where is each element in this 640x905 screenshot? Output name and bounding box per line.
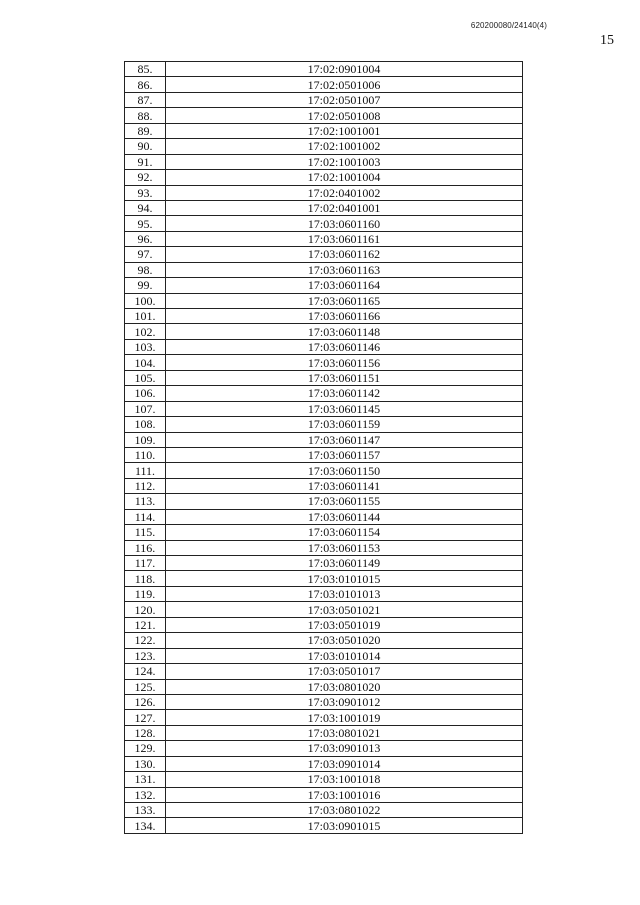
- row-number: 125.: [125, 679, 166, 694]
- cadastral-code: 17:03:1001019: [166, 710, 523, 725]
- cadastral-code: 17:03:0101014: [166, 648, 523, 663]
- table-row: [125, 540, 523, 555]
- cadastral-code: 17:03:0601148: [166, 324, 523, 339]
- table-row: [125, 108, 523, 123]
- row-number: 114.: [125, 509, 166, 524]
- cadastral-code: 17:03:0601161: [166, 231, 523, 246]
- row-number: 124.: [125, 664, 166, 679]
- row-number: 87.: [125, 92, 166, 107]
- row-number: 106.: [125, 386, 166, 401]
- table-row: [125, 324, 523, 339]
- row-number: 107.: [125, 401, 166, 416]
- cadastral-code: 17:03:0501017: [166, 664, 523, 679]
- cadastral-code: 17:03:0601159: [166, 417, 523, 432]
- cadastral-code: 17:03:0801022: [166, 803, 523, 818]
- cadastral-code: 17:03:0501020: [166, 633, 523, 648]
- cadastral-code: 17:03:0601142: [166, 386, 523, 401]
- table-row: [125, 571, 523, 586]
- row-number: 129.: [125, 741, 166, 756]
- row-number: 115.: [125, 525, 166, 540]
- row-number: 105.: [125, 370, 166, 385]
- cadastral-code: 17:03:0901013: [166, 741, 523, 756]
- table-row: [125, 62, 523, 77]
- page-number: 15: [600, 33, 614, 48]
- table-row: [125, 231, 523, 246]
- table-row: [125, 602, 523, 617]
- table-row: [125, 648, 523, 663]
- cadastral-number-table: [124, 61, 523, 834]
- cadastral-code: 17:03:0601163: [166, 262, 523, 277]
- row-number: 88.: [125, 108, 166, 123]
- cadastral-code: 17:03:0601165: [166, 293, 523, 308]
- cadastral-code: 17:03:0601151: [166, 370, 523, 385]
- table-row: [125, 92, 523, 107]
- cadastral-code: 17:03:0601145: [166, 401, 523, 416]
- cadastral-code: 17:03:0601154: [166, 525, 523, 540]
- cadastral-code: 17:03:0801020: [166, 679, 523, 694]
- row-number: 99.: [125, 278, 166, 293]
- row-number: 117.: [125, 556, 166, 571]
- table-row: [125, 803, 523, 818]
- table-row: [125, 633, 523, 648]
- cadastral-code: 17:03:0601150: [166, 463, 523, 478]
- cadastral-code: 17:02:1001002: [166, 139, 523, 154]
- cadastral-code: 17:03:0501021: [166, 602, 523, 617]
- row-number: 120.: [125, 602, 166, 617]
- cadastral-code: 17:03:0801021: [166, 725, 523, 740]
- table-row: [125, 772, 523, 787]
- cadastral-code: 17:03:0501019: [166, 617, 523, 632]
- row-number: 93.: [125, 185, 166, 200]
- cadastral-code: 17:03:0601153: [166, 540, 523, 555]
- table-row: [125, 339, 523, 354]
- row-number: 95.: [125, 216, 166, 231]
- cadastral-code: 17:02:0501007: [166, 92, 523, 107]
- table-row: [125, 756, 523, 771]
- row-number: 92.: [125, 170, 166, 185]
- row-number: 121.: [125, 617, 166, 632]
- row-number: 110.: [125, 447, 166, 462]
- table-row: [125, 556, 523, 571]
- row-number: 103.: [125, 339, 166, 354]
- table-row: [125, 123, 523, 138]
- table-row: [125, 818, 523, 833]
- row-number: 104.: [125, 355, 166, 370]
- row-number: 112.: [125, 478, 166, 493]
- row-number: 133.: [125, 803, 166, 818]
- row-number: 91.: [125, 154, 166, 169]
- table-row: [125, 216, 523, 231]
- table-row: [125, 386, 523, 401]
- row-number: 89.: [125, 123, 166, 138]
- table-row: [125, 787, 523, 802]
- row-number: 116.: [125, 540, 166, 555]
- cadastral-code: 17:02:0501008: [166, 108, 523, 123]
- row-number: 109.: [125, 432, 166, 447]
- row-number: 102.: [125, 324, 166, 339]
- table-row: [125, 664, 523, 679]
- row-number: 119.: [125, 586, 166, 601]
- table-row: [125, 309, 523, 324]
- table-row: [125, 355, 523, 370]
- row-number: 108.: [125, 417, 166, 432]
- cadastral-code: 17:03:0901014: [166, 756, 523, 771]
- table-row: [125, 154, 523, 169]
- cadastral-code: 17:03:0901012: [166, 694, 523, 709]
- cadastral-code: 17:03:0101013: [166, 586, 523, 601]
- table-row: [125, 586, 523, 601]
- table-row: [125, 185, 523, 200]
- table-row: [125, 262, 523, 277]
- cadastral-code: 17:03:0601149: [166, 556, 523, 571]
- row-number: 100.: [125, 293, 166, 308]
- cadastral-code: 17:03:0101015: [166, 571, 523, 586]
- row-number: 97.: [125, 247, 166, 262]
- row-number: 132.: [125, 787, 166, 802]
- cadastral-code: 17:02:1001003: [166, 154, 523, 169]
- row-number: 122.: [125, 633, 166, 648]
- cadastral-code: 17:02:0901004: [166, 62, 523, 77]
- row-number: 90.: [125, 139, 166, 154]
- cadastral-code: 17:03:0601160: [166, 216, 523, 231]
- table-row: [125, 401, 523, 416]
- cadastral-code: 17:02:0501006: [166, 77, 523, 92]
- document-reference: 620200080/24140(4): [470, 21, 547, 30]
- table-row: [125, 725, 523, 740]
- table-row: [125, 679, 523, 694]
- table-row: [125, 694, 523, 709]
- table-row: [125, 525, 523, 540]
- row-number: 127.: [125, 710, 166, 725]
- cadastral-code: 17:02:0401001: [166, 200, 523, 215]
- table-row: [125, 370, 523, 385]
- table-row: [125, 741, 523, 756]
- table-row: [125, 710, 523, 725]
- row-number: 111.: [125, 463, 166, 478]
- row-number: 131.: [125, 772, 166, 787]
- cadastral-code: 17:03:0601156: [166, 355, 523, 370]
- cadastral-code: 17:03:0601157: [166, 447, 523, 462]
- table-row: [125, 494, 523, 509]
- row-number: 94.: [125, 200, 166, 215]
- cadastral-code: 17:02:1001001: [166, 123, 523, 138]
- table-row: [125, 417, 523, 432]
- row-number: 101.: [125, 309, 166, 324]
- row-number: 86.: [125, 77, 166, 92]
- row-number: 123.: [125, 648, 166, 663]
- row-number: 128.: [125, 725, 166, 740]
- table-row: [125, 170, 523, 185]
- cadastral-code: 17:03:0601162: [166, 247, 523, 262]
- row-number: 130.: [125, 756, 166, 771]
- cadastral-code: 17:03:0601147: [166, 432, 523, 447]
- table-row: [125, 139, 523, 154]
- row-number: 98.: [125, 262, 166, 277]
- cadastral-code: 17:03:0901015: [166, 818, 523, 833]
- cadastral-code: 17:03:0601155: [166, 494, 523, 509]
- table-row: [125, 617, 523, 632]
- table-row: [125, 509, 523, 524]
- cadastral-code: 17:02:0401002: [166, 185, 523, 200]
- table-row: [125, 293, 523, 308]
- row-number: 118.: [125, 571, 166, 586]
- row-number: 96.: [125, 231, 166, 246]
- cadastral-code: 17:03:0601144: [166, 509, 523, 524]
- row-number: 85.: [125, 62, 166, 77]
- table-body: [125, 62, 523, 834]
- cadastral-code: 17:03:0601166: [166, 309, 523, 324]
- table-row: [125, 447, 523, 462]
- table-row: [125, 432, 523, 447]
- cadastral-code: 17:03:1001018: [166, 772, 523, 787]
- cadastral-code: 17:02:1001004: [166, 170, 523, 185]
- row-number: 126.: [125, 694, 166, 709]
- row-number: 134.: [125, 818, 166, 833]
- table-row: [125, 247, 523, 262]
- cadastral-code: 17:03:0601141: [166, 478, 523, 493]
- table-row: [125, 200, 523, 215]
- table-row: [125, 478, 523, 493]
- cadastral-code: 17:03:0601146: [166, 339, 523, 354]
- cadastral-code: 17:03:1001016: [166, 787, 523, 802]
- table-row: [125, 77, 523, 92]
- table-row: [125, 463, 523, 478]
- cadastral-code: 17:03:0601164: [166, 278, 523, 293]
- row-number: 113.: [125, 494, 166, 509]
- table-row: [125, 278, 523, 293]
